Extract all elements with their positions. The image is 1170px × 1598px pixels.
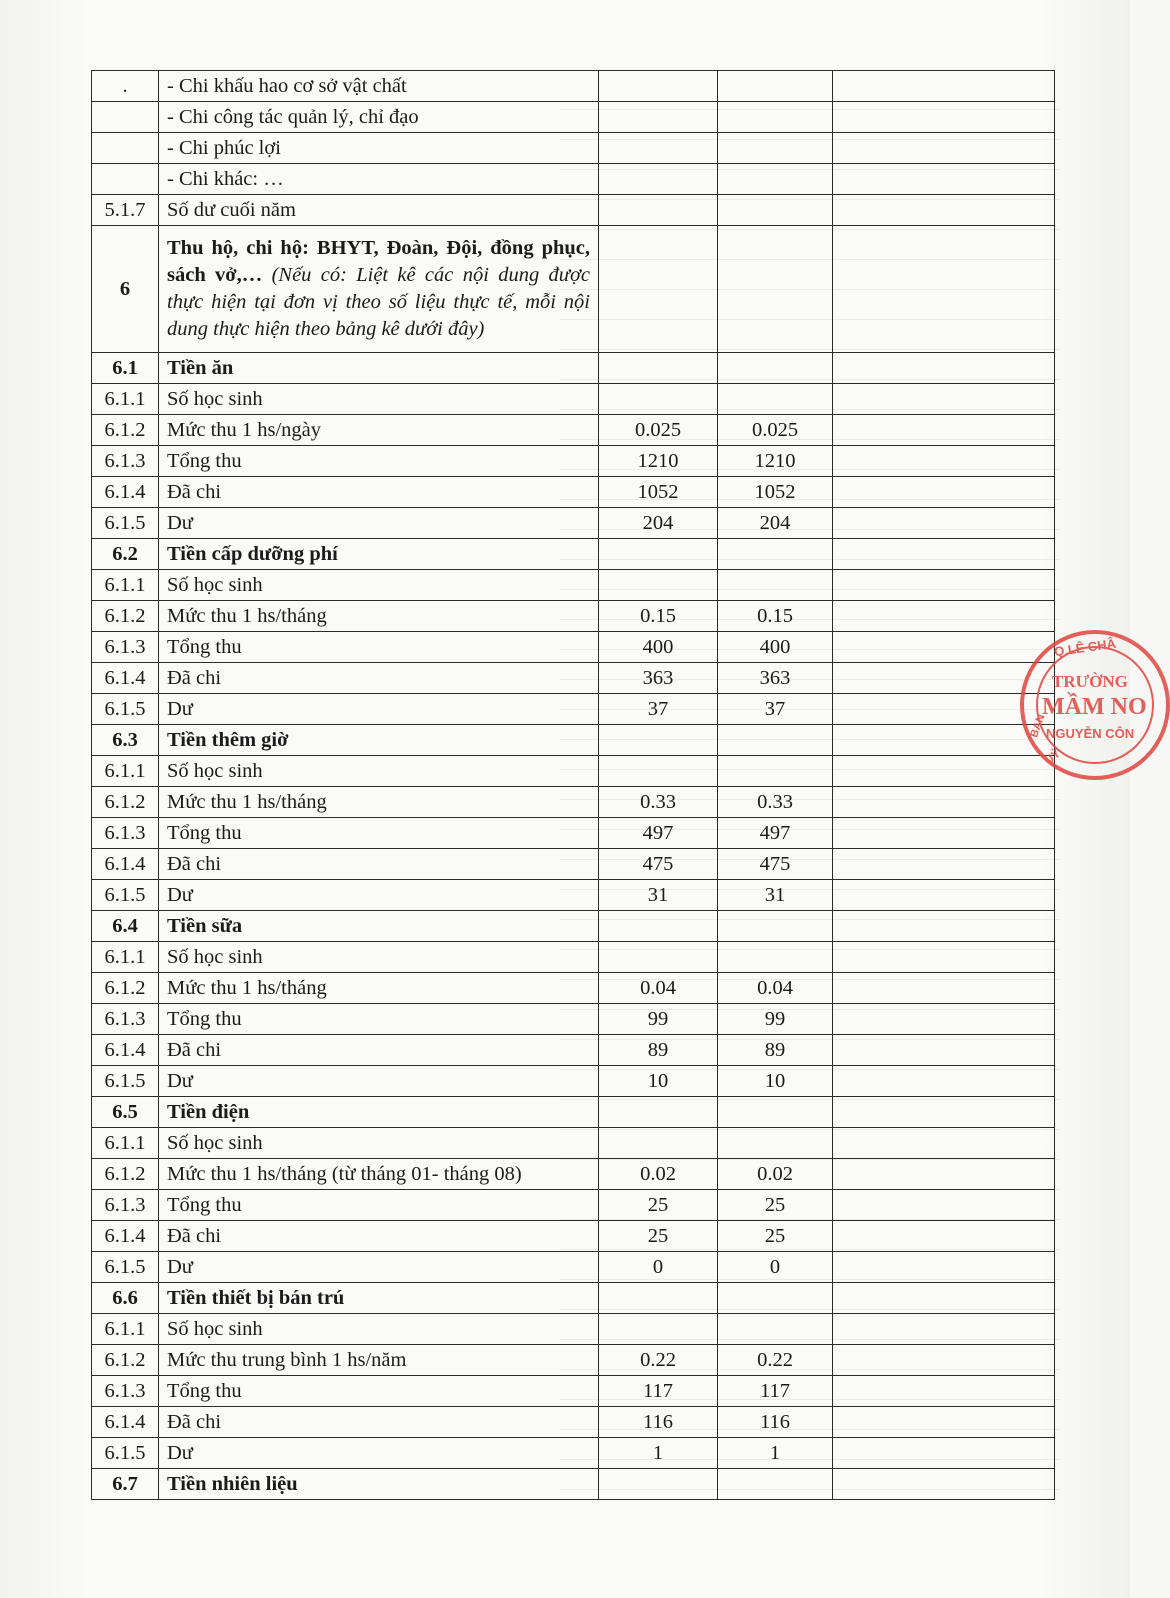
row-code: 6.1.4 [92, 1407, 159, 1438]
group-code: 6.3 [92, 725, 159, 756]
group-title: Tiền sữa [159, 911, 599, 942]
row-blank [833, 384, 1055, 415]
row-blank [833, 1190, 1055, 1221]
row-value-1 [599, 133, 718, 164]
table-row [92, 787, 1055, 818]
row-value-1 [599, 226, 718, 353]
row-code: 6.1.5 [92, 1066, 159, 1097]
row-blank [833, 1159, 1055, 1190]
group-code: 6.4 [92, 911, 159, 942]
row-value-1 [599, 1128, 718, 1159]
row-value-1: 89 [599, 1035, 718, 1066]
group-header-row [92, 1469, 1055, 1500]
row-blank [833, 756, 1055, 787]
section-note: (Nếu có: Liệt kê các nội dung được thực hiện tại đơn vị theo số liệu thực tế, mỗi nội dung thực hiện theo bảng kê dưới đây) [167, 264, 590, 340]
row-value-2: 0.04 [718, 973, 833, 1004]
row-code: 6.1.3 [92, 632, 159, 663]
row-code: 6.1.3 [92, 1004, 159, 1035]
row-code: 6.1.2 [92, 1345, 159, 1376]
table-row [92, 849, 1055, 880]
row-blank [833, 849, 1055, 880]
row-label: Số học sinh [159, 942, 599, 973]
section-code: 6 [92, 226, 159, 353]
row-value-2: 89 [718, 1035, 833, 1066]
row-blank [833, 1097, 1055, 1128]
row-value-1: 25 [599, 1221, 718, 1252]
row-value-1 [599, 102, 718, 133]
row-value-2 [718, 1097, 833, 1128]
row-label: Tổng thu [159, 1004, 599, 1035]
row-value-2: 497 [718, 818, 833, 849]
row-value-2 [718, 71, 833, 102]
row-value-2 [718, 1283, 833, 1314]
table-row [92, 1190, 1055, 1221]
row-blank [833, 508, 1055, 539]
row-value-2: 99 [718, 1004, 833, 1035]
row-label: Số học sinh [159, 1128, 599, 1159]
row-code: 6.1.4 [92, 477, 159, 508]
row-blank [833, 787, 1055, 818]
row-blank [833, 973, 1055, 1004]
row-value-1 [599, 1097, 718, 1128]
table-row [92, 1376, 1055, 1407]
table-row [92, 384, 1055, 415]
row-blank [833, 1376, 1055, 1407]
row-label: Mức thu 1 hs/tháng [159, 973, 599, 1004]
row-blank [833, 880, 1055, 911]
table-row [92, 1221, 1055, 1252]
table-row [92, 1066, 1055, 1097]
table-row [92, 415, 1055, 446]
row-value-1: 1052 [599, 477, 718, 508]
row-label: Dư [159, 1066, 599, 1097]
table-row [92, 1438, 1055, 1469]
row-value-2 [718, 353, 833, 384]
row-value-1: 0 [599, 1252, 718, 1283]
group-title: Tiền thiết bị bán trú [159, 1283, 599, 1314]
row-code: . [92, 71, 159, 102]
row-blank [833, 1407, 1055, 1438]
row-value-1: 0.04 [599, 973, 718, 1004]
row-label: Dư [159, 508, 599, 539]
row-value-1: 99 [599, 1004, 718, 1035]
row-code: 6.1.5 [92, 1438, 159, 1469]
row-value-1: 0.22 [599, 1345, 718, 1376]
row-blank [833, 539, 1055, 570]
row-value-2: 1 [718, 1438, 833, 1469]
row-code [92, 164, 159, 195]
row-label: Dư [159, 880, 599, 911]
table-row [92, 1407, 1055, 1438]
row-label: Đã chi [159, 477, 599, 508]
row-blank [833, 195, 1055, 226]
row-blank [833, 818, 1055, 849]
stamp-text-top: Q.LÊ CHÂ [1053, 635, 1117, 660]
row-blank [833, 353, 1055, 384]
row-value-2 [718, 102, 833, 133]
row-blank [833, 1035, 1055, 1066]
row-value-1: 363 [599, 663, 718, 694]
row-value-2 [718, 1314, 833, 1345]
row-label: Số học sinh [159, 384, 599, 415]
row-value-2: 0.025 [718, 415, 833, 446]
row-value-1 [599, 570, 718, 601]
row-code: 6.1.3 [92, 446, 159, 477]
row-blank [833, 477, 1055, 508]
school-seal-stamp [1020, 630, 1170, 780]
row-value-1 [599, 539, 718, 570]
row-value-2 [718, 164, 833, 195]
row-blank [833, 942, 1055, 973]
group-title: Tiền thêm giờ [159, 725, 599, 756]
table-row [92, 1035, 1055, 1066]
row-code: 6.1.2 [92, 415, 159, 446]
row-code [92, 102, 159, 133]
row-code: 6.1.1 [92, 1314, 159, 1345]
row-value-2: 0.02 [718, 1159, 833, 1190]
row-label: Mức thu 1 hs/ngày [159, 415, 599, 446]
row-value-1 [599, 1314, 718, 1345]
group-header-row [92, 1283, 1055, 1314]
row-blank [833, 446, 1055, 477]
row-label: Dư [159, 1252, 599, 1283]
row-blank [833, 1283, 1055, 1314]
row-blank [833, 1128, 1055, 1159]
row-value-1 [599, 1283, 718, 1314]
row-label: Mức thu 1 hs/tháng [159, 787, 599, 818]
row-label: Số học sinh [159, 756, 599, 787]
table-row [92, 880, 1055, 911]
row-blank [833, 1252, 1055, 1283]
row-value-1: 25 [599, 1190, 718, 1221]
group-header-row [92, 911, 1055, 942]
row-label: - Chi công tác quản lý, chỉ đạo [159, 102, 599, 133]
row-value-2: 0 [718, 1252, 833, 1283]
section-6-row [92, 226, 1055, 353]
row-value-2 [718, 1469, 833, 1500]
row-value-1: 37 [599, 694, 718, 725]
row-label: Tổng thu [159, 446, 599, 477]
row-blank [833, 226, 1055, 353]
row-value-2 [718, 725, 833, 756]
group-code: 6.5 [92, 1097, 159, 1128]
row-value-2: 0.22 [718, 1345, 833, 1376]
row-value-1: 0.33 [599, 787, 718, 818]
row-label: Mức thu 1 hs/tháng [159, 601, 599, 632]
row-code: 6.1.1 [92, 570, 159, 601]
row-label: Đã chi [159, 663, 599, 694]
row-blank [833, 133, 1055, 164]
row-blank [833, 102, 1055, 133]
group-header-row [92, 353, 1055, 384]
row-value-2: 31 [718, 880, 833, 911]
row-blank [833, 632, 1055, 663]
row-label: - Chi phúc lợi [159, 133, 599, 164]
group-header-row [92, 539, 1055, 570]
table-row [92, 570, 1055, 601]
row-label: Tổng thu [159, 1190, 599, 1221]
row-blank [833, 71, 1055, 102]
row-blank [833, 570, 1055, 601]
row-value-1 [599, 911, 718, 942]
row-blank [833, 1004, 1055, 1035]
row-value-2 [718, 942, 833, 973]
table-row [92, 1128, 1055, 1159]
row-value-2: 37 [718, 694, 833, 725]
row-value-1: 10 [599, 1066, 718, 1097]
group-title: Tiền điện [159, 1097, 599, 1128]
row-value-2: 25 [718, 1221, 833, 1252]
table-row [92, 508, 1055, 539]
row-code: 6.1.4 [92, 663, 159, 694]
row-value-2 [718, 756, 833, 787]
row-label: Mức thu 1 hs/tháng (từ tháng 01- tháng 08) [159, 1159, 599, 1190]
row-blank [833, 725, 1055, 756]
row-value-1: 204 [599, 508, 718, 539]
row-value-2: 1210 [718, 446, 833, 477]
group-code: 6.2 [92, 539, 159, 570]
row-value-1 [599, 942, 718, 973]
row-value-1 [599, 384, 718, 415]
stamp-text-side2: UỶ [1041, 746, 1064, 768]
row-code: 6.1.5 [92, 508, 159, 539]
row-label: Tổng thu [159, 632, 599, 663]
row-value-2 [718, 195, 833, 226]
row-label: - Chi khác: … [159, 164, 599, 195]
row-code: 6.1.1 [92, 384, 159, 415]
group-header-row [92, 1097, 1055, 1128]
row-blank [833, 1469, 1055, 1500]
table-row [92, 164, 1055, 195]
row-label: Đã chi [159, 1407, 599, 1438]
row-code: 6.1.1 [92, 1128, 159, 1159]
row-value-1: 1 [599, 1438, 718, 1469]
row-code: 6.1.4 [92, 1221, 159, 1252]
row-label: Đã chi [159, 1221, 599, 1252]
row-value-1 [599, 756, 718, 787]
row-label: Tổng thu [159, 818, 599, 849]
table-row [92, 102, 1055, 133]
section-title: Thu hộ, chi hộ: BHYT, Đoàn, Đội, đồng phục, sách vở,… [167, 237, 590, 286]
table-row [92, 1159, 1055, 1190]
row-value-2: 0.15 [718, 601, 833, 632]
stamp-text-school: TRƯỜNG [1052, 672, 1128, 691]
row-code: 6.1.1 [92, 942, 159, 973]
row-label: Số dư cuối năm [159, 195, 599, 226]
row-label: Đã chi [159, 1035, 599, 1066]
group-title: Tiền nhiên liệu [159, 1469, 599, 1500]
table-row [92, 1345, 1055, 1376]
row-label: Tổng thu [159, 1376, 599, 1407]
row-value-2 [718, 133, 833, 164]
row-value-2: 10 [718, 1066, 833, 1097]
row-value-2 [718, 911, 833, 942]
table-row [92, 133, 1055, 164]
row-value-1: 400 [599, 632, 718, 663]
table-row [92, 1314, 1055, 1345]
row-value-1 [599, 353, 718, 384]
table-row [92, 663, 1055, 694]
stamp-text-type: MẦM NO [1042, 694, 1147, 720]
table-row [92, 446, 1055, 477]
group-code: 6.6 [92, 1283, 159, 1314]
row-code: 6.1.3 [92, 1190, 159, 1221]
stamp-text-name: NGUYỄN CÔN [1046, 726, 1135, 741]
row-code [92, 133, 159, 164]
group-title: Tiền cấp dưỡng phí [159, 539, 599, 570]
row-value-2: 116 [718, 1407, 833, 1438]
row-blank [833, 1314, 1055, 1345]
row-blank [833, 911, 1055, 942]
table-row [92, 477, 1055, 508]
row-value-1 [599, 71, 718, 102]
row-label: Số học sinh [159, 570, 599, 601]
row-value-2: 475 [718, 849, 833, 880]
row-value-1: 0.025 [599, 415, 718, 446]
row-value-2: 117 [718, 1376, 833, 1407]
row-value-1 [599, 195, 718, 226]
row-code: 6.1.3 [92, 818, 159, 849]
table-row [92, 973, 1055, 1004]
table-row [92, 195, 1055, 226]
row-value-1: 0.02 [599, 1159, 718, 1190]
budget-table [91, 70, 1055, 1500]
row-value-2 [718, 1128, 833, 1159]
table-row [92, 1004, 1055, 1035]
row-code: 6.1.2 [92, 1159, 159, 1190]
row-value-1: 475 [599, 849, 718, 880]
row-value-1 [599, 1469, 718, 1500]
group-header-row [92, 725, 1055, 756]
stamp-text-side: BAN [1028, 712, 1048, 740]
table-row [92, 818, 1055, 849]
row-value-1: 31 [599, 880, 718, 911]
row-blank [833, 164, 1055, 195]
row-value-1: 116 [599, 1407, 718, 1438]
row-code: 6.1.2 [92, 601, 159, 632]
row-code: 6.1.5 [92, 694, 159, 725]
row-code: 6.1.4 [92, 849, 159, 880]
row-value-2 [718, 384, 833, 415]
table-row [92, 694, 1055, 725]
row-value-2: 400 [718, 632, 833, 663]
row-value-2: 363 [718, 663, 833, 694]
row-code: 6.1.1 [92, 756, 159, 787]
row-value-2: 204 [718, 508, 833, 539]
row-value-1: 117 [599, 1376, 718, 1407]
row-blank [833, 601, 1055, 632]
row-code: 6.1.2 [92, 787, 159, 818]
row-label: Dư [159, 694, 599, 725]
row-value-2 [718, 570, 833, 601]
row-value-2: 25 [718, 1190, 833, 1221]
row-code: 6.1.5 [92, 880, 159, 911]
row-code: 6.1.5 [92, 1252, 159, 1283]
row-code: 6.1.4 [92, 1035, 159, 1066]
row-label: Dư [159, 1438, 599, 1469]
row-label: Mức thu trung bình 1 hs/năm [159, 1345, 599, 1376]
row-label: Số học sinh [159, 1314, 599, 1345]
row-value-1: 1210 [599, 446, 718, 477]
group-title: Tiền ăn [159, 353, 599, 384]
section-description [159, 226, 599, 353]
row-value-1 [599, 725, 718, 756]
table-row [92, 1252, 1055, 1283]
row-code: 6.1.3 [92, 1376, 159, 1407]
row-label: Đã chi [159, 849, 599, 880]
row-value-1: 0.15 [599, 601, 718, 632]
row-value-1 [599, 164, 718, 195]
row-value-2 [718, 539, 833, 570]
row-value-2 [718, 226, 833, 353]
row-blank [833, 1221, 1055, 1252]
row-blank [833, 1066, 1055, 1097]
group-code: 6.1 [92, 353, 159, 384]
row-value-2: 0.33 [718, 787, 833, 818]
row-value-1: 497 [599, 818, 718, 849]
row-blank [833, 415, 1055, 446]
row-blank [833, 1345, 1055, 1376]
row-blank [833, 1438, 1055, 1469]
table-row [92, 756, 1055, 787]
table-row [92, 601, 1055, 632]
group-code: 6.7 [92, 1469, 159, 1500]
table-row [92, 942, 1055, 973]
table-row [92, 632, 1055, 663]
row-value-2: 1052 [718, 477, 833, 508]
row-code: 5.1.7 [92, 195, 159, 226]
row-code: 6.1.2 [92, 973, 159, 1004]
row-label: - Chi khấu hao cơ sở vật chất [159, 71, 599, 102]
table-row [92, 71, 1055, 102]
